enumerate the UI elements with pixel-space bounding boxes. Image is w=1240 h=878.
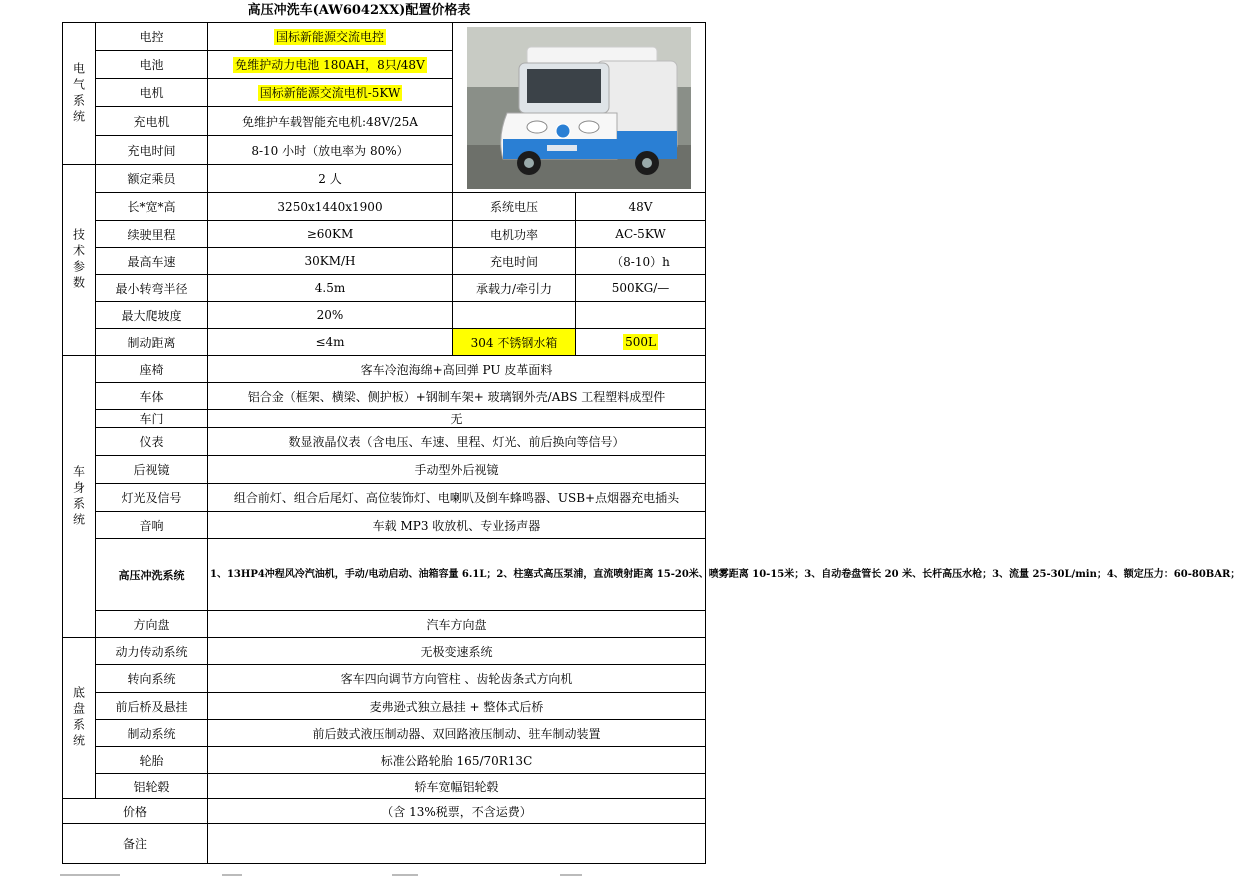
row-label: 灯光及信号 [96,484,208,512]
section-body: 车身系统 [63,356,96,638]
row-label: 音响 [96,512,208,539]
row-value: 手动型外后视镜 [208,456,706,484]
row-value: 无 [208,410,706,428]
row-value: 数显液晶仪表（含电压、车速、里程、灯光、前后换向等信号） [208,428,706,456]
row-value: 4.5m [208,275,453,302]
row-label: 制动系统 [96,720,208,747]
highlighted-value: 500L [625,335,656,349]
highlighted-value: 国标新能源交流电机-5KW [259,86,401,100]
row-label: 动力传动系统 [96,638,208,665]
row-value: 20% [208,302,453,329]
row-value-2 [576,329,706,356]
row-value [208,23,453,51]
row-label: 后视镜 [96,456,208,484]
row-value [208,51,453,79]
price-label: 价格 [63,799,208,824]
footer-fragment [60,874,120,876]
row-label: 最高车速 [96,248,208,275]
row-label-2: 承载力/牵引力 [453,275,576,302]
row-label: 仪表 [96,428,208,456]
row-label: 额定乘员 [96,165,208,193]
row-value-2: AC-5KW [576,221,706,248]
row-label: 车体 [96,383,208,410]
row-value: 免维护车载智能充电机:48V/25A [208,107,453,136]
highlighted-value: 国标新能源交流电控 [275,30,384,44]
row-value: 8-10 小时（放电率为 80%） [208,136,453,165]
row-value: 铝合金（框架、横梁、侧护板）+钢制车架+ 玻璃钢外壳/ABS 工程塑料成型件 [208,383,706,410]
row-label-2: 304 不锈钢水箱 [453,329,576,356]
row-value: 轿车宽幅铝轮毂 [208,774,706,799]
cropped-footer-text [0,872,718,878]
row-label: 最小转弯半径 [96,275,208,302]
row-label: 前后桥及悬挂 [96,693,208,720]
section-technical: 技术参数 [63,165,96,356]
row-label: 充电机 [96,107,208,136]
row-value-2: 48V [576,193,706,221]
row-value-2: （8-10）h [576,248,706,275]
row-label: 充电时间 [96,136,208,165]
row-label: 座椅 [96,356,208,383]
footer-fragment [222,874,242,876]
row-value: 客车冷泡海绵+高回弹 PU 皮革面料 [208,356,706,383]
row-value: 汽车方向盘 [208,611,706,638]
row-value: 30KM/H [208,248,453,275]
row-label: 长*宽*高 [96,193,208,221]
row-value: 麦弗逊式独立悬挂 + 整体式后桥 [208,693,706,720]
row-value: 客车四向调节方向管柱 、齿轮齿条式方向机 [208,665,706,693]
row-label: 车门 [96,410,208,428]
row-label-2: 电机功率 [453,221,576,248]
remark-label: 备注 [63,824,208,864]
row-label: 电池 [96,51,208,79]
row-label: 高压冲洗系统 [96,539,208,611]
row-value: 标准公路轮胎 165/70R13C [208,747,706,774]
row-label: 转向系统 [96,665,208,693]
document-title: 高压冲洗车(AW6042XX)配置价格表 [247,3,471,18]
row-value: ≥60KM [208,221,453,248]
row-value: 3250x1440x1900 [208,193,453,221]
vehicle-photo [467,27,691,189]
price-value: （含 13%税票，不含运费） [208,799,706,824]
row-value: ≤4m [208,329,453,356]
row-label: 电控 [96,23,208,51]
row-label: 电机 [96,79,208,107]
row-label: 铝轮毂 [96,774,208,799]
row-value-2: 500KG/— [576,275,706,302]
footer-fragment [560,874,582,876]
row-label: 轮胎 [96,747,208,774]
row-value-2 [576,302,706,329]
row-label: 制动距离 [96,329,208,356]
row-label: 最大爬坡度 [96,302,208,329]
section-electric: 电气系统 [63,23,96,165]
washer-spec: 1、13HP4冲程风冷汽油机，手动/电动启动、油箱容量 6.1L；2、柱塞式高压泵浦，直流喷射距离 15-20米、喷雾距离 10-15米；3、自动卷盘管长 20 米、长杆高压水枪；3、流量 25-30L/min；4、额定压力：60-80BAR； [208,539,706,611]
row-value: 2 人 [208,165,453,193]
row-value: 车载 MP3 收放机、专业扬声器 [208,512,706,539]
row-value: 组合前灯、组合后尾灯、高位装饰灯、电喇叭及倒车蜂鸣器、USB+点烟器充电插头 [208,484,706,512]
spec-table [62,22,1240,864]
section-chassis: 底盘系统 [63,638,96,799]
row-value: 无极变速系统 [208,638,706,665]
row-label-2: 充电时间 [453,248,576,275]
row-label-2 [453,302,576,329]
vehicle-photo-cell [453,23,706,193]
footer-fragment [392,874,418,876]
highlighted-value: 免维护动力电池 180AH，8只/48V [235,58,425,72]
row-label-2: 系统电压 [453,193,576,221]
row-value [208,79,453,107]
row-label: 方向盘 [96,611,208,638]
row-value: 前后鼓式液压制动器、双回路液压制动、驻车制动装置 [208,720,706,747]
remark-value [208,824,706,864]
row-label: 续驶里程 [96,221,208,248]
